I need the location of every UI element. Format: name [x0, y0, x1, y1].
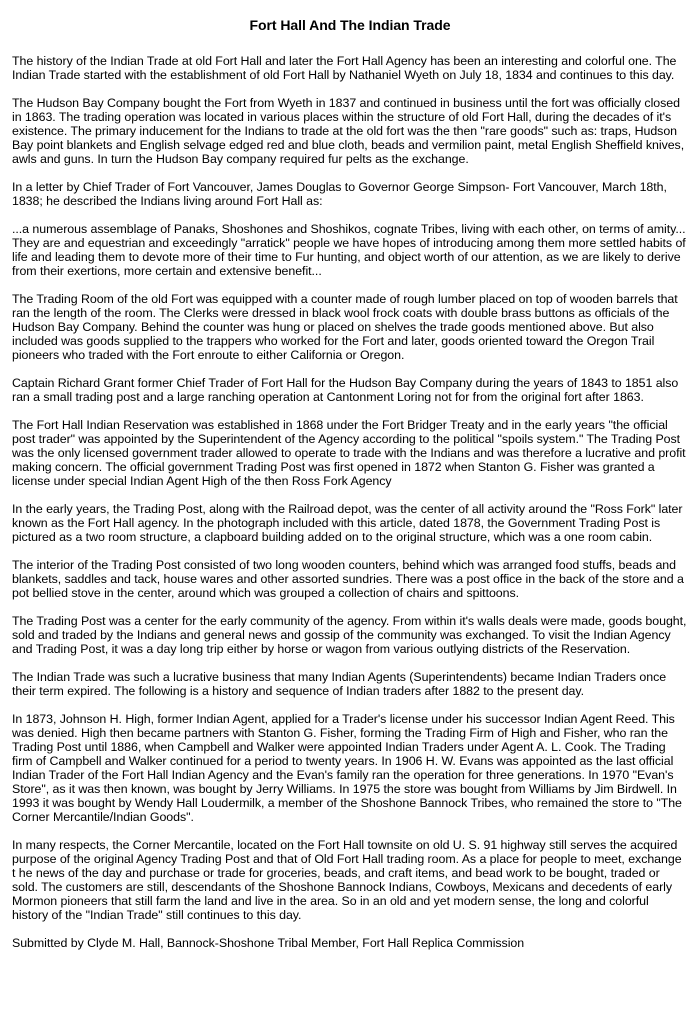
paragraph-douglas-letter: In a letter by Chief Trader of Fort Vancouver, James Douglas to Governor George Simpson- Fort Vancouver, March 18th, 1838; he described the Indians living around Fort Hall as: — [12, 180, 667, 208]
page-title: Fort Hall And The Indian Trade — [249, 17, 451, 33]
submitted-by-line: Submitted by Clyde M. Hall, Bannock-Shoshone Tribal Member, Fort Hall Replica Commission — [12, 936, 525, 950]
paragraph-trader-history: In 1873, Johnson H. High, former Indian Agent, applied for a Trader's license under his successor Indian Agent Reed. This was denied. High then became partners with Stanton G. Fisher, forming the Trading Firm of High and Fisher, who ran the Trading Post until 1886, when Campbell and Walker were appointed Indian Traders under Agent A. L. Cook. The Trading firm of Campbell and Walker continued for a period to twenty years. In 1906 H. W. Evans was appointed as the last official Indian Trader of the Fort Hall Indian Agency and the Evan's family ran the operation for three generations. In 1970 "Evan's Store", as it was then known, was bought by Jerry Williams. In 1975 the store was bought from Williams by Jim Birdwell. In 1993 it was bought by Wendy Hall Loudermilk, a member of the Shoshone Bannock Tribes, who remained the store to "The Corner Mercantile/Indian Goods". — [12, 712, 682, 824]
paragraph-corner-mercantile: In many respects, the Corner Mercantile, located on the Fort Hall townsite on old U. S. 91 highway still serves the acquired purpose of the original Agency Trading Post and that of Old Fort Hall trading room. As a place for people to meet, exchange t he news of the day and purchase or trade for groceries, beads, and craft items, and bead work to be bought, traded or sold. The customers are still, descendants of the Shoshone Bannock Indians, Cowboys, Mexicans and decedents of early Mormon pioneers that still farm the land and live in the area. So in an old and yet modern sense, the long and colorful history of the "Indian Trade" still continues to this day. — [12, 838, 682, 922]
paragraph-hudson-bay: The Hudson Bay Company bought the Fort from Wyeth in 1837 and continued in business until the fort was officially closed in 1863. The trading operation was located in various places within the structure of old Fort Hall, during the decades of it's existence. The primary inducement for the Indians to trade at the old fort was the then "rare goods" such as: traps, Hudson Bay point blankets and English selvage edged red and blue cloth, beads and vermilion paint, metal English Sheffield knives, awls and guns. In turn the Hudson Bay company required fur pelts as the exchange. — [12, 96, 685, 166]
paragraph-community-center: The Trading Post was a center for the early community of the agency. From within it's walls deals were made, goods bought, sold and traded by the Indians and general news and gossip of the community was exchanged. To visit the Indian Agency and Trading Post, it was a day long trip either by horse or wagon from various outlying districts of the Reservation. — [12, 614, 687, 656]
document-page — [12, 16, 688, 950]
paragraph-trading-room: The Trading Room of the old Fort was equipped with a counter made of rough lumber placed on top of wooden barrels that ran the length of the room. The Clerks were dressed in black wool frock coats with double brass buttons as officials of the Hudson Bay Company. Behind the counter was hung or placed on shelves the trade goods mentioned above. But also included was goods supplied to the trappers who worked for the Fort and later, goods oriented toward the Oregon Trail pioneers who traded with the Fort enroute to either California or Oregon. — [12, 292, 678, 362]
paragraph-quotation: ...a numerous assemblage of Panaks, Shoshones and Shoshikos, cognate Tribes, living with each other, on terms of amity... They are and equestrian and exceedingly "arratick" people we have hopes of introducing among them more settled habits of life and leading them to devote more of their time to Fur hunting, and object worth of our attention, as we are likely to derive from their exertions, more certain and extensive benefit... — [12, 222, 686, 278]
paragraph-reservation: The Fort Hall Indian Reservation was established in 1868 under the Fort Bridger Treaty and in the early years "the official post trader" was appointed by the Superintendent of the Agency according to the political "spoils system." The Trading Post was the only licensed government trader allowed to operate to trade with the Indians and was therefore a lucrative and profit making concern. The official government Trading Post was first opened in 1872 when Stanton G. Fisher was granted a license under special Indian Agent High of the then Ross Fork Agency — [12, 418, 686, 488]
paragraph-intro: The history of the Indian Trade at old Fort Hall and later the Fort Hall Agency has been an interesting and colorful one. The Indian Trade started with the establishment of old Fort Hall by Nathaniel Wyeth on July 18, 1834 and continues to this day. — [12, 54, 677, 82]
paragraph-richard-grant: Captain Richard Grant former Chief Trader of Fort Hall for the Hudson Bay Company during the years of 1843 to 1851 also ran a small trading post and a large ranching operation at Cantonment Loring not for from the original fort after 1863. — [12, 376, 679, 404]
paragraph-lucrative-business: The Indian Trade was such a lucrative business that many Indian Agents (Superintendents) became Indian Traders once their term expired. The following is a history and sequence of Indian traders after 1882 to the present day. — [12, 670, 667, 698]
paragraph-interior: The interior of the Trading Post consisted of two long wooden counters, behind which was arranged food stuffs, beads and blankets, saddles and tack, house wares and other assorted sundries. There was a post office in the back of the store and a pot bellied stove in the center, around which was grouped a collection of chairs and spittoons. — [12, 558, 684, 600]
paragraph-early-years: In the early years, the Trading Post, along with the Railroad depot, was the center of all activity around the "Ross Fork" later known as the Fort Hall agency. In the photograph included with this article, dated 1878, the Government Trading Post is pictured as a two room structure, a clapboard building added on to the original structure, which was a one room cabin. — [12, 502, 683, 544]
